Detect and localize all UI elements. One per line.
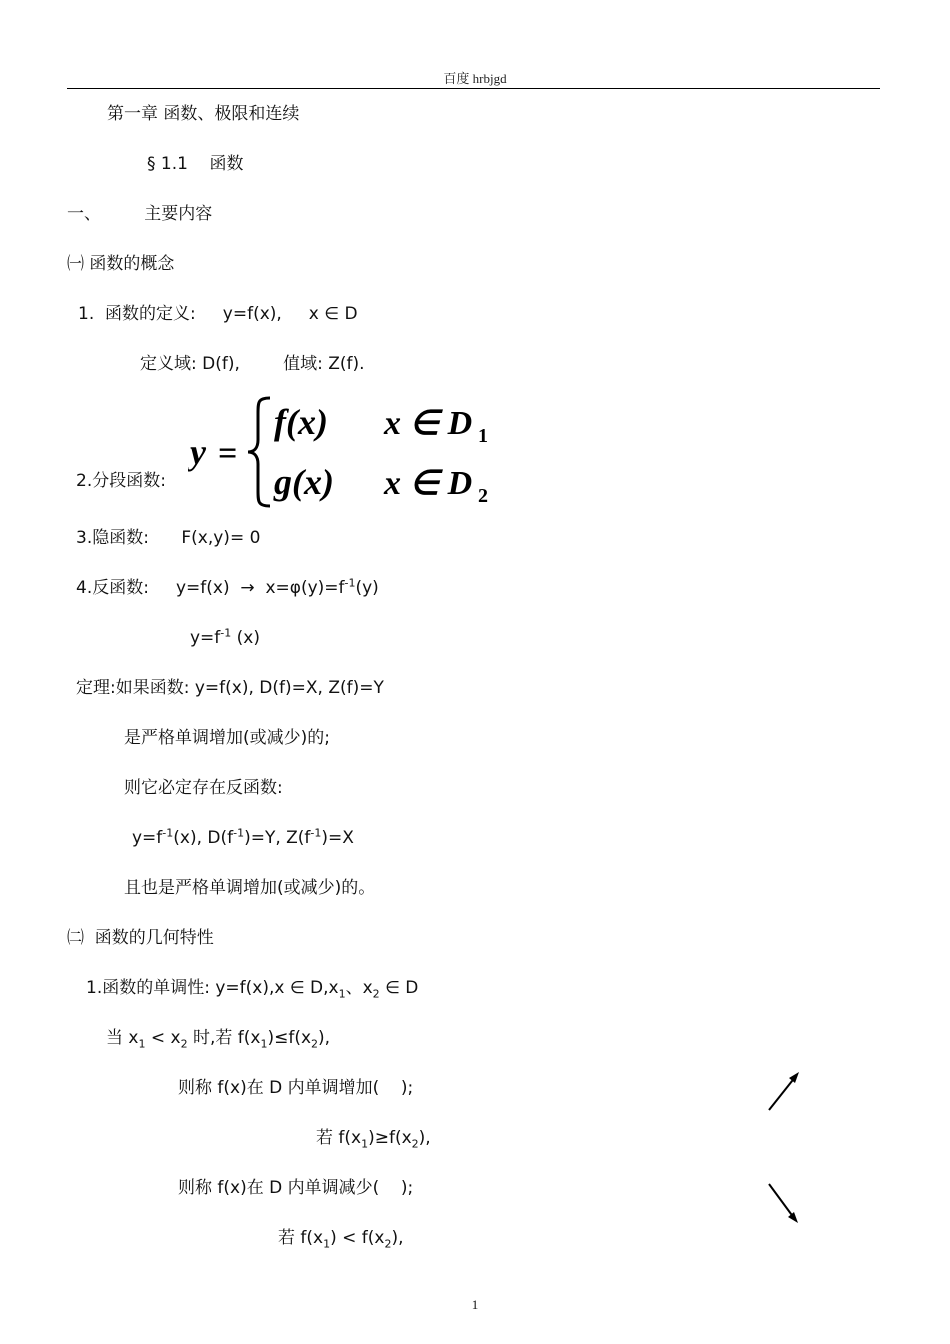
inverse-notation-text: y=f — [190, 628, 221, 648]
row2-function: g(x) — [274, 462, 334, 502]
subheading-geometric: ㈡ 函数的几何特性 — [67, 928, 214, 948]
c2-c: ), — [418, 1128, 431, 1148]
theorem-line-2: 是严格单调增加(或减少)的; — [124, 728, 330, 748]
c2-s2: 2 — [411, 1137, 419, 1151]
implicit-function: 3.隐函数: F(x,y)= 0 — [76, 528, 261, 548]
theorem-statement: 定理:如果函数: y=f(x), D(f)=X, Z(f)=Y — [76, 678, 384, 698]
chapter-title: 第一章 函数、极限和连续 — [107, 104, 300, 124]
c2-a: 若 f(x — [316, 1128, 362, 1148]
page-header: 百度 hrbjgd — [443, 71, 507, 86]
theorem-line-4 — [132, 827, 354, 849]
inverse-sup: -1 — [344, 576, 356, 590]
condition-increasing — [106, 1027, 330, 1049]
condition-decreasing — [316, 1127, 431, 1149]
formula-lhs: y — [190, 432, 206, 472]
main-heading: 一、 主要内容 — [67, 204, 213, 224]
c3-s2: 2 — [384, 1237, 392, 1251]
c3-c: ), — [391, 1228, 404, 1248]
t4-d: )=X — [321, 828, 354, 848]
inverse-tail: (y) — [355, 578, 379, 598]
inverse-function — [76, 577, 379, 599]
section-title: § 1.1 函数 — [147, 154, 244, 174]
inverse-notation — [190, 627, 260, 649]
c3-s1: 1 — [323, 1237, 331, 1251]
t4-sup3: -1 — [310, 826, 322, 840]
mono-a: 1.函数的单调性: y=f(x),x ∈ D,x — [86, 978, 339, 998]
mono-sub2: 2 — [372, 987, 380, 1001]
c2-b: )≥f(x — [368, 1128, 412, 1148]
formula-equals: = — [218, 435, 238, 472]
header-rule — [67, 88, 880, 89]
c1-e: ), — [318, 1028, 331, 1048]
c2-s1: 1 — [361, 1137, 369, 1151]
subheading-concept: ㈠ 函数的概念 — [67, 254, 175, 274]
domain-range: 定义域: D(f), 值域: Z(f). — [140, 354, 365, 374]
c1-s2: 2 — [180, 1037, 188, 1051]
mono-sub1: 1 — [338, 987, 346, 1001]
t4-c: )=Y, Z(f — [244, 828, 311, 848]
row1-condition: x ∈ D — [384, 405, 473, 442]
c1-s4: 2 — [311, 1037, 319, 1051]
arrow-down-right-icon — [762, 1180, 806, 1226]
left-brace — [248, 398, 270, 506]
mono-c: ∈ D — [379, 978, 419, 998]
row1-subscript: 1 — [478, 425, 488, 447]
inverse-notation-sup: -1 — [220, 626, 232, 640]
c3-b: ) < f(x — [330, 1228, 385, 1248]
page-number: 1 — [471, 1297, 479, 1312]
then-decreasing: 则称 f(x)在 D 内单调减少( ); — [178, 1178, 414, 1198]
c1-a: 当 x — [106, 1028, 139, 1048]
t4-b: (x), D(f — [173, 828, 234, 848]
piecewise-formula — [188, 392, 498, 510]
c1-c: 时,若 f(x — [187, 1028, 261, 1048]
arrow-up-right-icon — [760, 1068, 806, 1114]
c3-a: 若 f(x — [278, 1228, 324, 1248]
inverse-text: 4.反函数: y=f(x) → x=φ(y)=f — [76, 578, 345, 598]
row2-subscript: 2 — [478, 485, 488, 507]
function-definition: 1. 函数的定义: y=f(x), x ∈ D — [78, 304, 358, 324]
row1-function: f(x) — [274, 402, 328, 442]
row2-condition: x ∈ D — [384, 465, 473, 502]
c1-s1: 1 — [138, 1037, 146, 1051]
then-increasing: 则称 f(x)在 D 内单调增加( ); — [178, 1078, 414, 1098]
condition-strict-less — [278, 1227, 404, 1249]
theorem-line-5: 且也是严格单调增加(或减少)的。 — [124, 878, 376, 898]
c1-d: )≤f(x — [267, 1028, 312, 1048]
c1-b: < x — [145, 1028, 181, 1048]
monotonicity-definition — [86, 977, 418, 999]
theorem-line-3: 则它必定存在反函数: — [124, 778, 283, 798]
mono-b: 、x — [345, 978, 373, 998]
c1-s3: 1 — [260, 1037, 268, 1051]
t4-a: y=f — [132, 828, 163, 848]
piecewise-label: 2.分段函数: — [76, 471, 166, 491]
inverse-notation-tail: (x) — [231, 628, 260, 648]
t4-sup1: -1 — [162, 826, 174, 840]
t4-sup2: -1 — [233, 826, 245, 840]
